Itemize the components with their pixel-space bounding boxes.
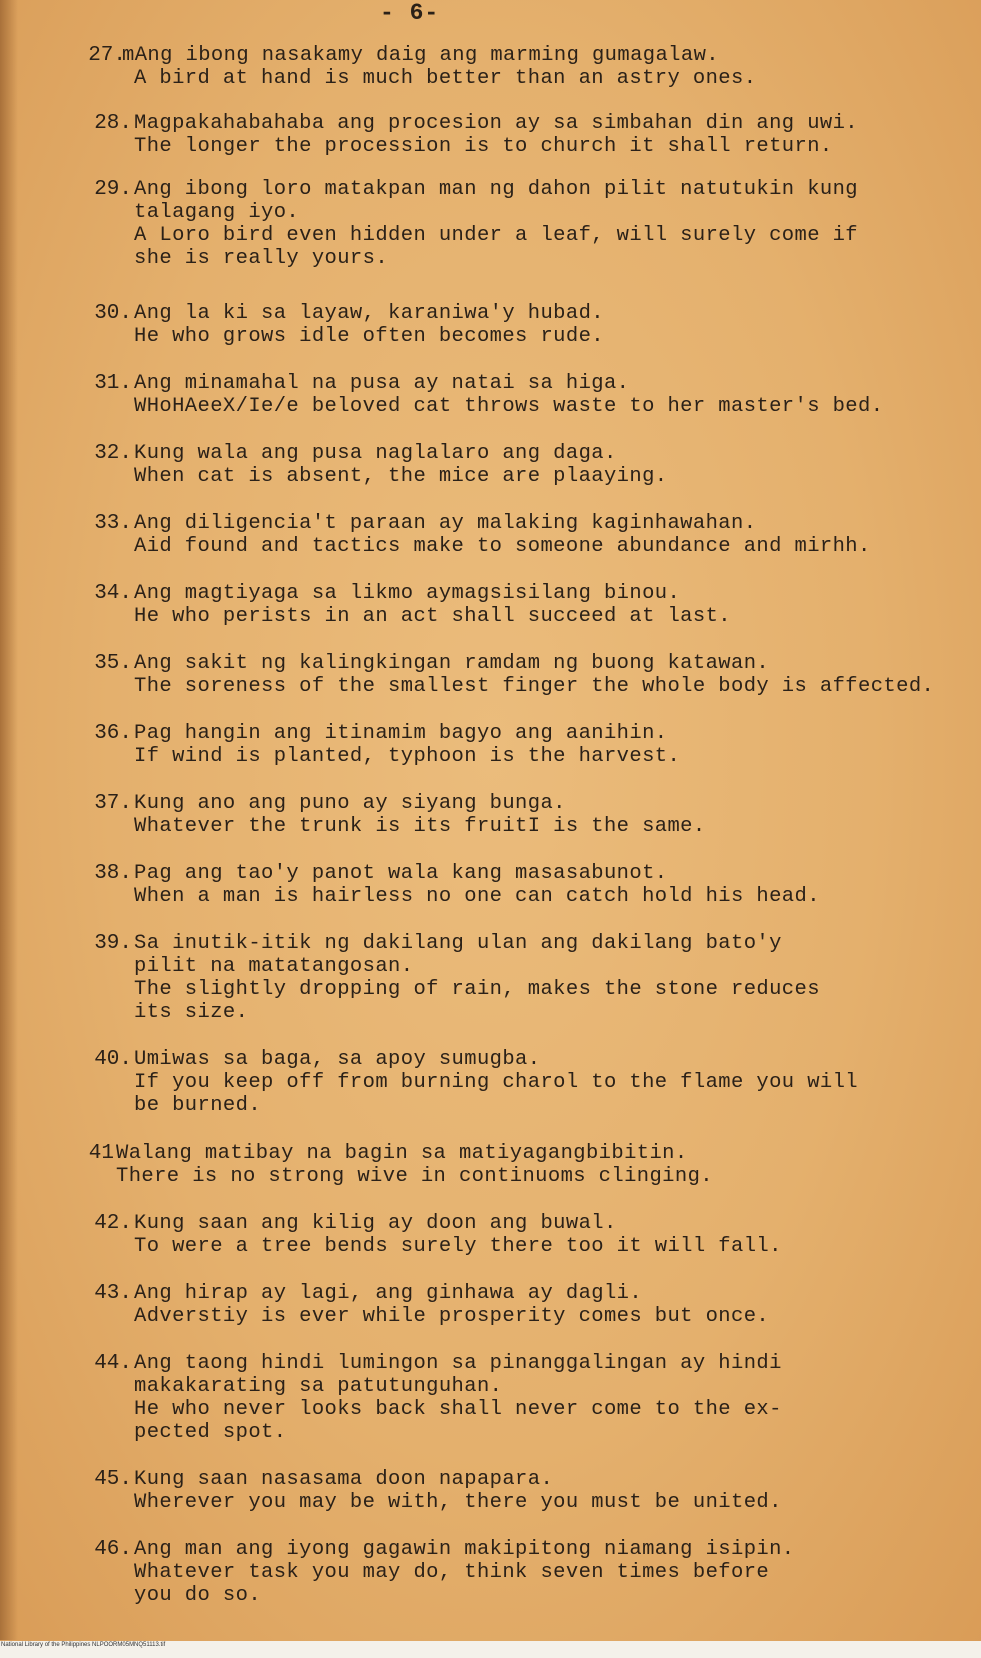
tagalog-line: Umiwas sa baga, sa apoy sumugba.	[134, 1048, 541, 1071]
english-line: WHoHAeeX/Ie/e beloved cat throws waste to her master's bed.	[134, 395, 884, 418]
tagalog-line: talagang iyo.	[134, 201, 300, 224]
entry-number: 31.	[94, 372, 132, 395]
english-line: she is really yours.	[134, 247, 389, 270]
entry-number: 39.	[94, 932, 132, 955]
tagalog-line: Kung saan nasasama doon napapara.	[134, 1468, 554, 1491]
english-line: A bird at hand is much better than an astry ones.	[134, 67, 757, 90]
english-line: He who never looks back shall never come to the ex-	[134, 1398, 782, 1421]
entry-number: 42.	[94, 1212, 132, 1235]
english-line: Whatever the trunk is its fruitI is the same.	[134, 815, 706, 838]
tagalog-line: Ang minamahal na pusa ay natai sa higa.	[134, 372, 630, 395]
tagalog-line: Ang hirap ay lagi, ang ginhawa ay dagli.	[134, 1282, 643, 1305]
english-line: When cat is absent, the mice are plaaying.	[134, 465, 668, 488]
tagalog-line: pilit na matatangosan.	[134, 955, 414, 978]
tagalog-line: Ang sakit ng kalingkingan ramdam ng buong katawan.	[134, 652, 770, 675]
english-line: He who grows idle often becomes rude.	[134, 325, 604, 348]
english-line: To were a tree bends surely there too it will fall.	[134, 1235, 782, 1258]
tagalog-line: mAng ibong nasakamy daig ang marming gumagalaw.	[122, 44, 719, 67]
entry-number: 27.	[88, 44, 126, 67]
english-line: If wind is planted, typhoon is the harvest.	[134, 745, 681, 768]
english-line: The soreness of the smallest finger the whole body is affected.	[134, 675, 935, 698]
tagalog-line: Ang ibong loro matakpan man ng dahon pilit natutukin kung	[134, 178, 859, 201]
tagalog-line: Ang taong hindi lumingon sa pinanggalingan ay hindi	[134, 1352, 782, 1375]
english-line: There is no strong wive in continuoms clinging.	[116, 1165, 713, 1188]
english-line: pected spot.	[134, 1421, 287, 1444]
english-line: Aid found and tactics make to someone abundance and mirhh.	[134, 535, 871, 558]
entry-number: 45.	[94, 1468, 132, 1491]
english-line: you do so.	[134, 1584, 262, 1607]
scan-footer: National Library of the Philippines NLPOORM05MNQ51113.tif	[0, 1641, 981, 1658]
entry-number: 32.	[94, 442, 132, 465]
tagalog-line: Walang matibay na bagin sa matiyagangbibitin.	[116, 1142, 688, 1165]
entry-number: 29.	[94, 178, 132, 201]
entry-number: 36.	[94, 722, 132, 745]
entry-number: 46.	[94, 1538, 132, 1561]
tagalog-line: Pag ang tao'y panot wala kang masasabunot.	[134, 862, 668, 885]
entry-number: 44.	[94, 1352, 132, 1375]
entry-number: 35.	[94, 652, 132, 675]
entry-number: 30.	[94, 302, 132, 325]
tagalog-line: Kung saan ang kilig ay doon ang buwal.	[134, 1212, 617, 1235]
page-number: - 6-	[380, 0, 440, 26]
english-line: its size.	[134, 1001, 249, 1024]
entry-number: 37.	[94, 792, 132, 815]
tagalog-line: Sa inutik-itik ng dakilang ulan ang dakilang bato'y	[134, 932, 782, 955]
english-line: Wherever you may be with, there you must be united.	[134, 1491, 782, 1514]
entry-number: 43.	[94, 1282, 132, 1305]
tagalog-line: Kung ano ang puno ay siyang bunga.	[134, 792, 566, 815]
tagalog-line: Pag hangin ang itinamim bagyo ang aanihin.	[134, 722, 668, 745]
tagalog-line: Magpakahabahaba ang procesion ay sa simbahan din ang uwi.	[134, 112, 859, 135]
english-line: When a man is hairless no one can catch hold his head.	[134, 885, 820, 908]
entry-number: 40.	[94, 1048, 132, 1071]
entry-number: 33.	[94, 512, 132, 535]
tagalog-line: Kung wala ang pusa naglalaro ang daga.	[134, 442, 617, 465]
entry-number: 28.	[94, 112, 132, 135]
tagalog-line: Ang magtiyaga sa likmo aymagsisilang binou.	[134, 582, 681, 605]
english-line: Whatever task you may do, think seven times before	[134, 1561, 770, 1584]
english-line: A Loro bird even hidden under a leaf, will surely come if	[134, 224, 859, 247]
tagalog-line: makakarating sa patutunguhan.	[134, 1375, 503, 1398]
english-line: The longer the procession is to church it shall return.	[134, 135, 833, 158]
entry-number: 34.	[94, 582, 132, 605]
tagalog-line: Ang la ki sa layaw, karaniwa'y hubad.	[134, 302, 604, 325]
english-line: If you keep off from burning charol to the flame you will	[134, 1071, 859, 1094]
english-line: be burned.	[134, 1094, 262, 1117]
english-line: Adverstiy is ever while prosperity comes but once.	[134, 1305, 770, 1328]
tagalog-line: Ang man ang iyong gagawin makipitong niamang isipin.	[134, 1538, 795, 1561]
entry-number: 41	[88, 1142, 114, 1165]
english-line: The slightly dropping of rain, makes the stone reduces	[134, 978, 820, 1001]
tagalog-line: Ang diligencia't paraan ay malaking kaginhawahan.	[134, 512, 757, 535]
entry-number: 38.	[94, 862, 132, 885]
english-line: He who perists in an act shall succeed at last.	[134, 605, 731, 628]
